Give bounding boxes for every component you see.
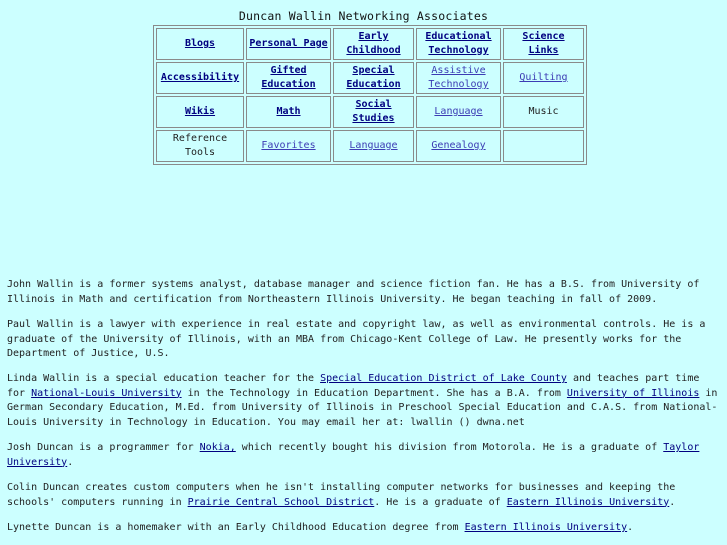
bio-paragraph [7, 441, 719, 470]
nav-cell [156, 28, 244, 60]
bio-text: in German Secondary Education, M.Ed. from University of Illinois in Preschool Special Education and C.A.S. from National-Louis University in Technology in Education. You may email her at: lwallin () dwna.net [7, 387, 718, 428]
nav-cell [416, 62, 501, 94]
bio-text: . [669, 496, 676, 508]
bio-text: . [67, 456, 74, 468]
nav-label-music: Music [528, 106, 559, 117]
nav-link-educational-technology[interactable]: Educational Technology [425, 31, 492, 56]
bio-link[interactable]: University of Illinois [566, 387, 700, 399]
nav-link-early-childhood[interactable]: Early Childhood [346, 31, 401, 56]
nav-link-wikis[interactable]: Wikis [184, 106, 216, 117]
bio-text: Lynette Duncan is a homemaker with an Early Childhood Education degree from [7, 522, 465, 533]
nav-cell [246, 96, 331, 128]
nav-link-social-studies[interactable]: Social Studies [352, 99, 395, 124]
nav-link-special-education[interactable]: Special Education [346, 65, 401, 90]
nav-link-quilting[interactable]: Quilting [519, 72, 568, 83]
nav-table [153, 25, 587, 165]
nav-link-accessibility[interactable]: Accessibility [160, 72, 240, 83]
nav-cell [333, 62, 414, 94]
nav-cell [416, 96, 501, 128]
nav-cell [156, 96, 244, 128]
nav-link-favorites[interactable]: Favorites [261, 140, 316, 151]
bio-link[interactable]: Taylor University [7, 442, 700, 468]
bio-link[interactable]: Prairie Central School District [187, 496, 375, 508]
bio-paragraph [7, 372, 719, 430]
bio-text: . [627, 522, 634, 533]
bio-text: in the Technology in Education Department. She has a B.A. from [181, 387, 567, 399]
bio-link[interactable]: Special Education District of Lake County [320, 373, 567, 384]
nav-cell [246, 28, 331, 60]
nav-link-math[interactable]: Math [276, 106, 301, 117]
nav-cell [156, 62, 244, 94]
bio-text: Josh Duncan is a programmer for [7, 442, 200, 453]
bio-link[interactable]: Eastern Illinois University [506, 496, 670, 508]
bio-link[interactable]: Eastern Illinois University [464, 522, 628, 533]
nav-cell [503, 96, 584, 128]
nav-link-assistive-technology[interactable]: Assistive Technology [428, 65, 489, 90]
nav-link-personal-page[interactable]: Personal Page [249, 38, 328, 49]
bio-paragraph [7, 481, 719, 510]
nav-cell [246, 130, 331, 162]
nav-row [156, 62, 584, 94]
page-title: Duncan Wallin Networking Associates [238, 9, 489, 23]
nav-row [156, 96, 584, 128]
bio-link[interactable]: Nokia, [199, 442, 236, 453]
nav-link-genealogy[interactable]: Genealogy [431, 140, 486, 151]
nav-row [156, 28, 584, 60]
nav-link-gifted-education[interactable]: Gifted Education [261, 65, 316, 90]
nav-link-science-links[interactable]: Science Links [522, 31, 565, 56]
bio-paragraph [7, 318, 719, 362]
nav-cell [503, 130, 584, 162]
bio-paragraph [7, 278, 719, 307]
bio-text: Paul Wallin is a lawyer with experience in real estate and copyright law, as well as environmental controls. He is a graduate of the University of Illinois, with an MBA from Chicago-Kent College of Law. He presently works for the Department of Justice, U.S. [7, 319, 706, 360]
bio-text: . He is a graduate of [374, 496, 507, 508]
bio-text: which recently bought his division from Motorola. He is a graduate of [235, 442, 664, 453]
bio-text: Colin Duncan creates custom computers when he isn't installing computer networks for businesses and keeping the schools' computers running in [7, 482, 676, 508]
bio-text: and teaches part time for [7, 373, 700, 399]
bio-link[interactable]: National-Louis University [31, 387, 182, 399]
nav-cell [416, 28, 501, 60]
nav-cell [503, 28, 584, 60]
nav-cell [333, 130, 414, 162]
nav-cell [156, 130, 244, 162]
nav-cell [246, 62, 331, 94]
nav-cell [503, 62, 584, 94]
nav-cell [416, 130, 501, 162]
nav-cell [333, 28, 414, 60]
bio-paragraph [7, 521, 719, 536]
nav-row [156, 130, 584, 162]
nav-cell [333, 96, 414, 128]
bio-text: Linda Wallin is a special education teacher for the [7, 373, 321, 384]
nav-link-language[interactable]: Language [434, 106, 483, 117]
bio-text: John Wallin is a former systems analyst, database manager and science fiction fan. He has a B.S. from University of Illinois in Math and certification from Northeastern Illinois University. He began teaching in fall of 2009. [7, 279, 700, 305]
nav-link-blogs[interactable]: Blogs [184, 38, 216, 49]
nav-label-reference-tools: Reference Tools [172, 133, 228, 158]
nav-link-language[interactable]: Language [349, 140, 398, 151]
